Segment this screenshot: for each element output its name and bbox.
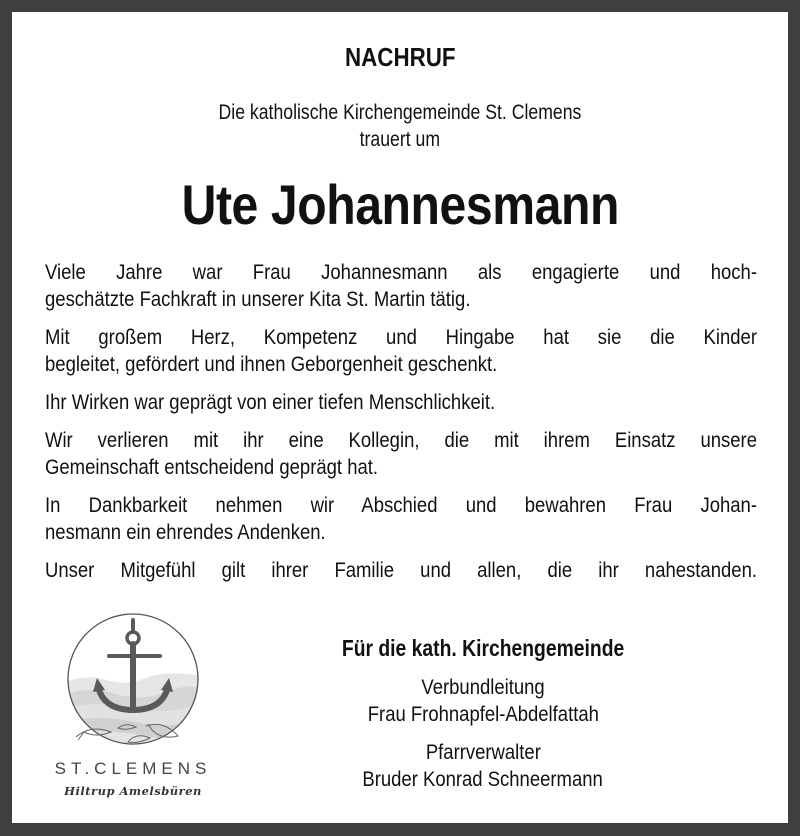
paragraph-line: geschätzte Fachkraft in unserer Kita St. Martin tätig.: [45, 287, 471, 311]
signer-1-role: [268, 676, 698, 700]
paragraph-line: Ihr Wirken war geprägt von einer tiefen Menschlichkeit.: [45, 390, 496, 414]
paragraph-3: [45, 389, 757, 416]
paragraph-line: Gemeinschaft entscheidend geprägt hat.: [45, 455, 379, 479]
logo-name: ST.CLEMENS: [54, 759, 212, 778]
paragraph-line: Unser Mitgefühl gilt ihrer Familie und allen, die ihr nahestanden.: [45, 558, 757, 582]
intro-line-1: [0, 101, 800, 125]
signature-heading: [268, 635, 698, 662]
paragraph-line: Wir verlieren mit ihr eine Kollegin, die mit ihrem Einsatz unsere: [45, 428, 757, 452]
deceased-name-text: Ute Johannesmann: [181, 173, 619, 236]
paragraph-line: Viele Jahre war Frau Johannesmann als engagierte und hoch-: [45, 260, 757, 284]
signer-1-role-text: Verbundleitung: [421, 676, 545, 699]
paragraph-line: begleitet, gefördert und ihnen Geborgenheit geschenkt.: [45, 352, 498, 376]
paragraph-line: Mit großem Herz, Kompetenz und Hingabe hat sie die Kinder: [45, 325, 757, 349]
paragraph-2: [45, 324, 757, 378]
deceased-name: [0, 172, 800, 237]
signer-1-name: [268, 703, 698, 727]
paragraph-line: In Dankbarkeit nehmen wir Abschied und bewahren Frau Johan-: [45, 493, 757, 517]
signer-1-name-text: Frau Frohnapfel-Abdelfattah: [367, 703, 599, 726]
signer-2-name: [268, 768, 698, 792]
paragraph-line: nesmann ein ehrendes Andenken.: [45, 520, 326, 544]
notice-title-text: NACHRUF: [344, 42, 456, 72]
intro-line-2-text: trauert um: [359, 128, 441, 151]
paragraph-1: [45, 259, 757, 313]
intro-line-2: [0, 128, 800, 152]
parish-logo: [66, 612, 202, 753]
anchor-icon: [66, 612, 202, 748]
obituary-body: [45, 259, 757, 595]
signer-2-role-text: Pfarrverwalter: [425, 741, 541, 764]
notice-title: [0, 42, 800, 73]
intro-line-1-text: Die katholische Kirchengemeinde St. Clemens: [218, 101, 582, 124]
signature-heading-text: Für die kath. Kirchengemeinde: [341, 635, 625, 661]
signer-2-role: [268, 741, 698, 765]
paragraph-6: [45, 557, 757, 584]
paragraph-5: [45, 492, 757, 546]
signer-2-name-text: Bruder Konrad Schneermann: [362, 768, 604, 791]
logo-subtitle: Hiltrup Amelsbüren: [64, 784, 202, 798]
paragraph-4: [45, 427, 757, 481]
